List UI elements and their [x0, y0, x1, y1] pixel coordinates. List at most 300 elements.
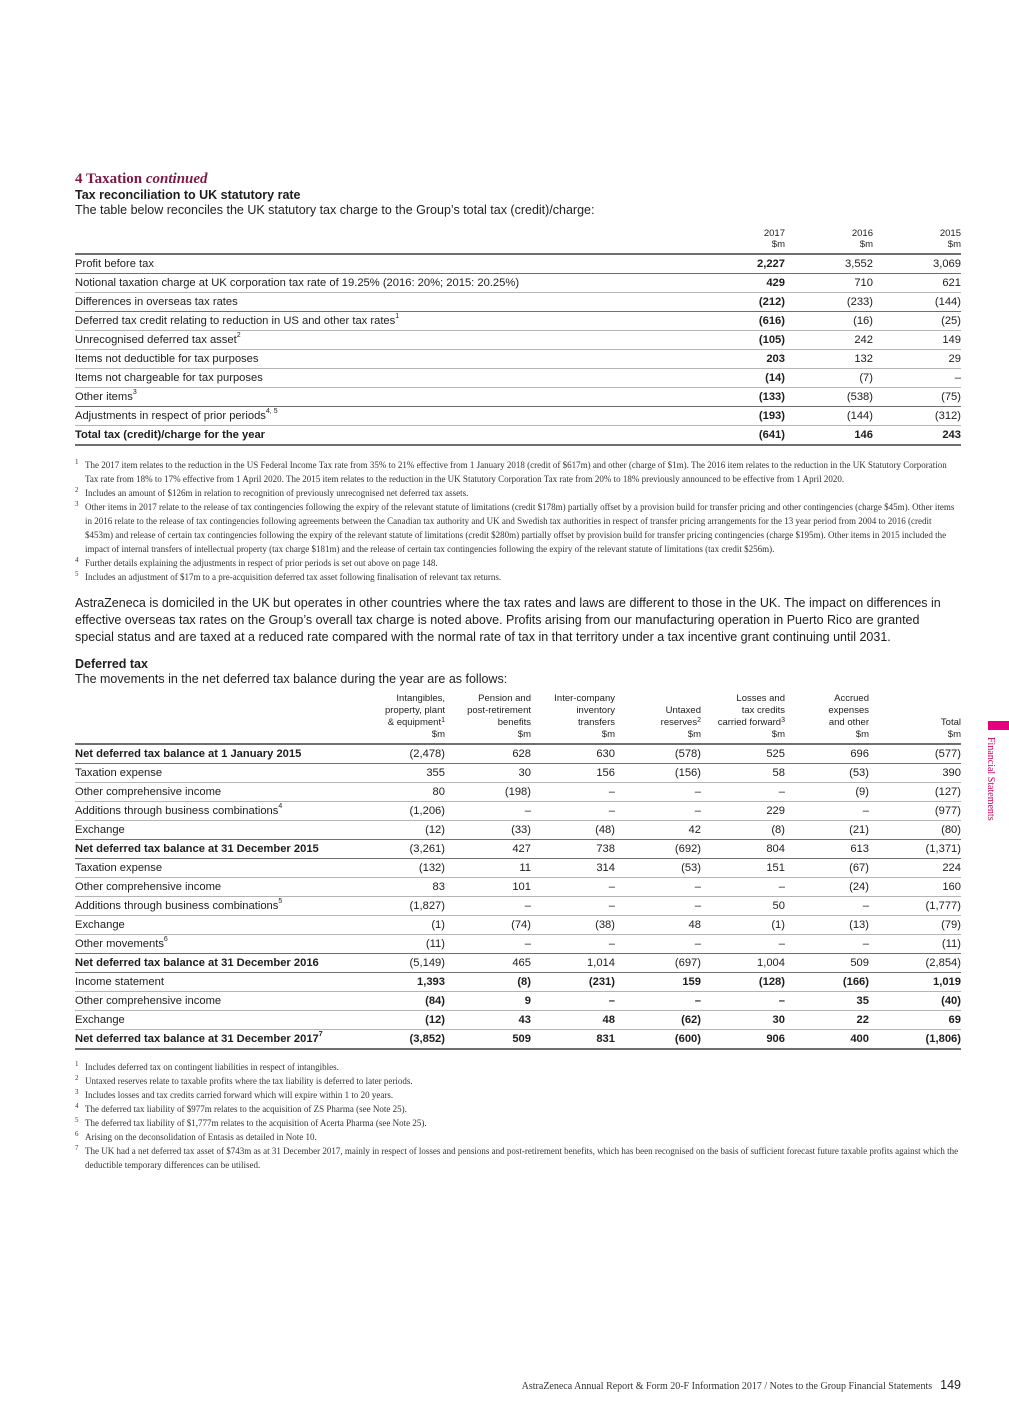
- value-cell: (79): [869, 916, 961, 935]
- row-label: Other comprehensive income: [75, 786, 222, 798]
- value-cell: 48: [531, 1011, 615, 1030]
- row-label-cell: [75, 973, 365, 992]
- value-cell: (105): [675, 331, 785, 350]
- footer-text: AstraZeneca Annual Report & Form 20-F Information 2017 / Notes to the Group Financial Statements: [521, 1381, 933, 1392]
- value-cell: (24): [785, 878, 869, 897]
- column-unit: $m: [601, 729, 615, 740]
- value-cell: (12): [365, 821, 445, 840]
- column-header-text: Accrued: [834, 693, 869, 704]
- row-label: Other comprehensive income: [75, 995, 222, 1007]
- value-cell: –: [531, 783, 615, 802]
- section-title: 4 Taxation continued: [75, 171, 208, 187]
- footnote: [75, 1074, 961, 1088]
- value-cell: –: [701, 878, 785, 897]
- footnote-number: 3: [75, 500, 79, 508]
- value-cell: (133): [675, 388, 785, 407]
- column-header-text: tax credits: [741, 705, 785, 716]
- column-unit: $m: [771, 729, 785, 740]
- footnote: [75, 500, 961, 556]
- footnote: [75, 1144, 961, 1172]
- value-cell: 203: [675, 350, 785, 369]
- row-label: Additions through business combinations: [75, 805, 279, 817]
- column-header-text: Pension and: [478, 693, 531, 704]
- row-label-cell: [75, 859, 365, 878]
- row-label-cell: [75, 821, 365, 840]
- value-cell: (84): [365, 992, 445, 1011]
- table-row: [75, 350, 961, 369]
- table-row: [75, 744, 961, 764]
- value-cell: (8): [445, 973, 531, 992]
- table-row: [75, 935, 961, 954]
- column-header-line: [615, 693, 701, 705]
- footnote-ref: 3: [132, 389, 137, 396]
- footnote-text: Further details explaining the adjustments in respect of prior periods is set out above on page 148.: [85, 558, 438, 568]
- row-label: Other comprehensive income: [75, 881, 222, 893]
- value-cell: 30: [445, 764, 531, 783]
- page-number: 149: [940, 1378, 961, 1392]
- row-label-cell: [75, 935, 365, 954]
- value-cell: (12): [365, 1011, 445, 1030]
- value-cell: –: [531, 992, 615, 1011]
- row-label-cell: [75, 916, 365, 935]
- value-cell: (144): [785, 407, 873, 426]
- table-row: [75, 897, 961, 916]
- row-label-cell: [75, 350, 675, 369]
- column-header-line: [701, 717, 785, 729]
- value-cell: 242: [785, 331, 873, 350]
- value-cell: 48: [615, 916, 701, 935]
- value-cell: (128): [701, 973, 785, 992]
- value-cell: (198): [445, 783, 531, 802]
- value-cell: –: [615, 783, 701, 802]
- value-cell: (231): [531, 973, 615, 992]
- footnote: [75, 1102, 961, 1116]
- value-cell: (697): [615, 954, 701, 973]
- value-cell: 509: [445, 1030, 531, 1050]
- value-cell: (48): [531, 821, 615, 840]
- row-label-cell: [75, 254, 675, 274]
- value-cell: (53): [785, 764, 869, 783]
- footnote-number: 1: [75, 458, 79, 466]
- deferred-column-header: [785, 693, 869, 744]
- value-cell: (14): [675, 369, 785, 388]
- row-label-cell: [75, 331, 675, 350]
- table-row: [75, 312, 961, 331]
- row-label-cell: [75, 293, 675, 312]
- value-cell: 427: [445, 840, 531, 859]
- value-cell: (16): [785, 312, 873, 331]
- value-cell: (1,206): [365, 802, 445, 821]
- column-header-text: Losses and: [736, 693, 785, 704]
- column-header-line: [785, 693, 869, 705]
- footnote-ref: 1: [441, 717, 445, 724]
- footnote: [75, 486, 961, 500]
- value-cell: 738: [531, 840, 615, 859]
- footnote-ref: 2: [236, 332, 241, 339]
- footnote-ref: 4, 5: [265, 408, 278, 415]
- column-header-text: property, plant: [384, 705, 445, 716]
- footnote-number: 2: [75, 1074, 79, 1082]
- value-cell: (641): [675, 426, 785, 446]
- value-cell: –: [701, 992, 785, 1011]
- value-cell: (233): [785, 293, 873, 312]
- value-cell: 613: [785, 840, 869, 859]
- value-cell: 43: [445, 1011, 531, 1030]
- column-unit: $m: [947, 729, 961, 740]
- value-cell: –: [445, 935, 531, 954]
- footnote-text: The UK had a net deferred tax asset of $743m as at 31 December 2017, mainly in respect of losses and pensions and post-retirement benefits, which has been recognised on the basis of sufficient forecast future taxable profits against which the deductible temporary differences can be utilised.: [85, 1146, 959, 1170]
- value-cell: (53): [615, 859, 701, 878]
- value-cell: (9): [785, 783, 869, 802]
- value-cell: 80: [365, 783, 445, 802]
- footnote: [75, 1088, 961, 1102]
- footnote-text: Arising on the deconsolidation of Entasis as detailed in Note 10.: [85, 1132, 317, 1142]
- footnote-text: Includes losses and tax credits carried forward which will expire within 1 to 20 years.: [85, 1090, 394, 1100]
- table-row: [75, 388, 961, 407]
- row-label-cell: [75, 388, 675, 407]
- column-header-text: & equipment: [387, 717, 442, 728]
- row-label-cell: [75, 897, 365, 916]
- column-unit: $m: [859, 239, 873, 250]
- value-cell: (312): [873, 407, 961, 426]
- column-header-text: Intangibles,: [396, 693, 445, 704]
- column-year: 2017: [763, 228, 785, 239]
- footnote-number: 3: [75, 1088, 79, 1096]
- value-cell: (156): [615, 764, 701, 783]
- row-label: Adjustments in respect of prior periods: [75, 410, 266, 422]
- reconciliation-heading: Tax reconciliation to UK statutory rate: [75, 188, 301, 202]
- column-unit: $m: [431, 729, 445, 740]
- column-unit: $m: [947, 239, 961, 250]
- value-cell: 1,393: [365, 973, 445, 992]
- deferred-intro: The movements in the net deferred tax balance during the year are as follows:: [75, 672, 508, 686]
- row-label-cell: [75, 312, 675, 331]
- footnote-number: 6: [75, 1130, 79, 1138]
- value-cell: (127): [869, 783, 961, 802]
- value-cell: 160: [869, 878, 961, 897]
- value-cell: (538): [785, 388, 873, 407]
- row-label: Income statement: [75, 976, 164, 988]
- value-cell: (62): [615, 1011, 701, 1030]
- column-header-line: [785, 717, 869, 729]
- table-row: [75, 764, 961, 783]
- row-label: Other items: [75, 391, 133, 403]
- value-cell: 35: [785, 992, 869, 1011]
- column-header-text: transfers: [578, 717, 615, 728]
- value-cell: (13): [785, 916, 869, 935]
- column-unit: $m: [687, 729, 701, 740]
- value-cell: (5,149): [365, 954, 445, 973]
- row-label: Deferred tax credit relating to reduction in US and other tax rates: [75, 315, 396, 327]
- footnote-text: Includes deferred tax on contingent liabilities in respect of intangibles.: [85, 1062, 339, 1072]
- column-header-text: expenses: [828, 705, 869, 716]
- value-cell: 11: [445, 859, 531, 878]
- footnote-text: The deferred tax liability of $1,777m relates to the acquisition of Acerta Pharma (see Note 25).: [85, 1118, 427, 1128]
- value-cell: –: [531, 878, 615, 897]
- value-cell: 906: [701, 1030, 785, 1050]
- value-cell: 50: [701, 897, 785, 916]
- row-label: Additions through business combinations: [75, 900, 279, 912]
- row-label-cell: [75, 840, 365, 859]
- value-cell: 355: [365, 764, 445, 783]
- column-header-line: [531, 717, 615, 729]
- footnote-text: Includes an amount of $126m in relation to recognition of previously unrecognised net deferred tax assets.: [85, 488, 469, 498]
- column-header-line: [615, 705, 701, 717]
- section-side-label: Financial Statements: [985, 737, 996, 821]
- table-row: [75, 426, 961, 446]
- table-row: [75, 802, 961, 821]
- value-cell: 9: [445, 992, 531, 1011]
- reconciliation-intro: The table below reconciles the UK statutory tax charge to the Group’s total tax (credit)/charge:: [75, 203, 595, 217]
- column-header-line: [531, 693, 615, 705]
- value-cell: –: [785, 802, 869, 821]
- header-label-cell: [75, 693, 365, 744]
- table-row: [75, 331, 961, 350]
- value-cell: (2,854): [869, 954, 961, 973]
- column-header-line: [445, 693, 531, 705]
- column-header-line: [445, 705, 531, 717]
- row-label: Net deferred tax balance at 1 January 2015: [75, 748, 302, 760]
- row-label: Taxation expense: [75, 862, 163, 874]
- footnote-number: 4: [75, 1102, 79, 1110]
- row-label-cell: [75, 426, 675, 446]
- deferred-column-header: [365, 693, 445, 744]
- footnote-ref: 2: [697, 717, 701, 724]
- value-cell: (144): [873, 293, 961, 312]
- row-label-cell: [75, 1011, 365, 1030]
- year-column-header: [785, 228, 873, 254]
- column-header-text: carried forward: [717, 717, 782, 728]
- value-cell: 243: [873, 426, 961, 446]
- column-unit: $m: [771, 239, 785, 250]
- footnote-ref: 6: [163, 936, 168, 943]
- table-row: [75, 293, 961, 312]
- value-cell: (1,827): [365, 897, 445, 916]
- row-label-cell: [75, 954, 365, 973]
- value-cell: 509: [785, 954, 869, 973]
- reconciliation-table: [75, 228, 961, 446]
- value-cell: (2,478): [365, 744, 445, 764]
- column-header-text: inventory: [576, 705, 615, 716]
- section-accent-bar: [988, 721, 1009, 730]
- row-label: Items not chargeable for tax purposes: [75, 372, 263, 384]
- header-label-cell: [75, 228, 675, 254]
- value-cell: 621: [873, 274, 961, 293]
- value-cell: 630: [531, 744, 615, 764]
- column-header-line: [869, 717, 961, 729]
- column-header-text: and other: [828, 717, 869, 728]
- year-column-header: [873, 228, 961, 254]
- value-cell: –: [445, 897, 531, 916]
- table-row: [75, 254, 961, 274]
- value-cell: (1,777): [869, 897, 961, 916]
- value-cell: (578): [615, 744, 701, 764]
- column-year: 2016: [851, 228, 873, 239]
- value-cell: –: [785, 897, 869, 916]
- value-cell: 58: [701, 764, 785, 783]
- value-cell: (74): [445, 916, 531, 935]
- footnote-text: Other items in 2017 relate to the release of tax contingencies following the expiry of the relevant statute of limitations (credit $178m) partially offset by a provision build for transfer pricing and other contingencies (charge $45m). Other items in 2016 relate to the release of tax contingencies following agreements between the Canadian tax authority and UK and Swedish tax authorities in respect of transfer pricing arrangements for the 13 year period from 2004 to 2016 (credit $453m) and release of certain tax contingencies following the expiry of the relevant statute of limitations (credit $280m) partially offset by provision build for transfer pricing contingencies (charge $195m). Other items in 2015 included the impact of internal transfers of intellectual property (tax charge $181m) and the release of certain tax contingencies following the expiry of the relevant statute of limitations (tax credit $256m).: [85, 502, 955, 554]
- value-cell: (577): [869, 744, 961, 764]
- value-cell: 1,004: [701, 954, 785, 973]
- column-header-text: Untaxed: [665, 705, 701, 716]
- table-row: [75, 369, 961, 388]
- value-cell: 30: [701, 1011, 785, 1030]
- deferred-column-header: [445, 693, 531, 744]
- value-cell: (132): [365, 859, 445, 878]
- value-cell: –: [445, 802, 531, 821]
- value-cell: (25): [873, 312, 961, 331]
- table-row: [75, 916, 961, 935]
- row-label: Items not deductible for tax purposes: [75, 353, 259, 365]
- header-row: [75, 693, 961, 744]
- column-header-line: [365, 717, 445, 729]
- year-column-header: [675, 228, 785, 254]
- footnote: [75, 1116, 961, 1130]
- footnote: [75, 458, 961, 486]
- footnote-text: Includes an adjustment of $17m to a pre-acquisition deferred tax asset following finalisation of relevant tax returns.: [85, 572, 502, 582]
- value-cell: (977): [869, 802, 961, 821]
- row-label-cell: [75, 764, 365, 783]
- value-cell: 29: [873, 350, 961, 369]
- value-cell: (8): [701, 821, 785, 840]
- value-cell: 696: [785, 744, 869, 764]
- table-row: [75, 973, 961, 992]
- value-cell: (1): [701, 916, 785, 935]
- value-cell: (1,371): [869, 840, 961, 859]
- value-cell: –: [531, 802, 615, 821]
- footnote-ref: 3: [781, 717, 785, 724]
- row-label: Taxation expense: [75, 767, 163, 779]
- table-row: [75, 821, 961, 840]
- value-cell: 159: [615, 973, 701, 992]
- value-cell: (193): [675, 407, 785, 426]
- row-label-cell: [75, 783, 365, 802]
- column-unit: $m: [517, 729, 531, 740]
- column-header-line: [365, 693, 445, 705]
- footnote-text: The 2017 item relates to the reduction in the US Federal Income Tax rate from 35% to 21% effective from 1 January 2018 (credit of $617m) and other (charge of $1m). The 2016 item relates to the reduction in the UK Statutory Corporation Tax rate from 18% to 17% effective from 1 April 2020. The 2015 item relates to the reduction in the UK Statutory Corporation Tax rate from 20% to 18% previously announced to be effective from 1 April 2020.: [85, 460, 947, 484]
- value-cell: (212): [675, 293, 785, 312]
- table-row: [75, 1011, 961, 1030]
- footnote-number: 7: [75, 1144, 79, 1152]
- row-label-cell: [75, 369, 675, 388]
- footnote-number: 2: [75, 486, 79, 494]
- value-cell: –: [615, 802, 701, 821]
- domicile-paragraph: AstraZeneca is domiciled in the UK but operates in other countries where the tax rates and laws are different to those in the UK. The impact on differences in effective overseas tax rates on the Group’s overall tax charge is noted above. Profits arising from our manufacturing operation in Puerto Rico are granted special status and are taxed at a reduced rate compared with the normal rate of tax in that territory under a tax incentive grant continuing until 2031.: [75, 596, 941, 644]
- value-cell: (166): [785, 973, 869, 992]
- column-header-text: reserves: [660, 717, 698, 728]
- deferred-column-header: [701, 693, 785, 744]
- row-label-cell: [75, 878, 365, 897]
- value-cell: 132: [785, 350, 873, 369]
- table-row: [75, 992, 961, 1011]
- value-cell: 69: [869, 1011, 961, 1030]
- value-cell: (80): [869, 821, 961, 840]
- value-cell: –: [873, 369, 961, 388]
- row-label-cell: [75, 992, 365, 1011]
- value-cell: 628: [445, 744, 531, 764]
- value-cell: (33): [445, 821, 531, 840]
- row-label: Exchange: [75, 824, 125, 836]
- column-header-text: post-retirement: [467, 705, 531, 716]
- value-cell: –: [531, 935, 615, 954]
- row-label: Exchange: [75, 1014, 125, 1026]
- header-row: [75, 228, 961, 254]
- column-header-line: [869, 705, 961, 717]
- value-cell: 224: [869, 859, 961, 878]
- row-label: Differences in overseas tax rates: [75, 296, 238, 308]
- column-header-text: benefits: [497, 717, 531, 728]
- table-row: [75, 878, 961, 897]
- row-label-cell: [75, 744, 365, 764]
- value-cell: (1,806): [869, 1030, 961, 1050]
- column-header-line: [701, 705, 785, 717]
- value-cell: –: [615, 878, 701, 897]
- value-cell: 2,227: [675, 254, 785, 274]
- column-year: 2015: [939, 228, 961, 239]
- value-cell: 1,019: [869, 973, 961, 992]
- footnote-number: 5: [75, 1116, 79, 1124]
- value-cell: 149: [873, 331, 961, 350]
- value-cell: (38): [531, 916, 615, 935]
- value-cell: 314: [531, 859, 615, 878]
- value-cell: –: [531, 897, 615, 916]
- column-header-line: [445, 717, 531, 729]
- value-cell: (600): [615, 1030, 701, 1050]
- row-label: Net deferred tax balance at 31 December 2016: [75, 957, 319, 969]
- row-label: Net deferred tax balance at 31 December 2017: [75, 1033, 319, 1045]
- value-cell: 804: [701, 840, 785, 859]
- row-label: Other movements: [75, 938, 164, 950]
- value-cell: 101: [445, 878, 531, 897]
- column-header-line: [785, 705, 869, 717]
- value-cell: –: [615, 992, 701, 1011]
- value-cell: (692): [615, 840, 701, 859]
- column-header-text: Inter-company: [554, 693, 615, 704]
- row-label: Net deferred tax balance at 31 December 2015: [75, 843, 319, 855]
- row-label: Unrecognised deferred tax asset: [75, 334, 237, 346]
- row-label: Exchange: [75, 919, 125, 931]
- value-cell: 229: [701, 802, 785, 821]
- value-cell: 146: [785, 426, 873, 446]
- footnote-number: 5: [75, 570, 79, 578]
- value-cell: 831: [531, 1030, 615, 1050]
- row-label-cell: [75, 274, 675, 293]
- value-cell: 465: [445, 954, 531, 973]
- value-cell: –: [701, 783, 785, 802]
- row-label: Total tax (credit)/charge for the year: [75, 429, 266, 441]
- table-row: [75, 840, 961, 859]
- table-row: [75, 274, 961, 293]
- footnote-text: Untaxed reserves relate to taxable profits where the tax liability is deferred to later periods.: [85, 1076, 413, 1086]
- footnote: [75, 1130, 961, 1144]
- deferred-heading: Deferred tax: [75, 657, 148, 671]
- column-header-text: Total: [940, 717, 961, 728]
- footnote-number: 4: [75, 556, 79, 564]
- deferred-footnotes: [75, 1060, 961, 1172]
- value-cell: 525: [701, 744, 785, 764]
- value-cell: –: [701, 935, 785, 954]
- value-cell: 156: [531, 764, 615, 783]
- column-header-line: [365, 705, 445, 717]
- value-cell: 400: [785, 1030, 869, 1050]
- value-cell: (21): [785, 821, 869, 840]
- footnote-text: The deferred tax liability of $977m relates to the acquisition of ZS Pharma (see Note 25).: [85, 1104, 407, 1114]
- value-cell: 3,069: [873, 254, 961, 274]
- value-cell: (11): [365, 935, 445, 954]
- footnote-ref: 4: [278, 803, 283, 810]
- page-content: [75, 171, 961, 1172]
